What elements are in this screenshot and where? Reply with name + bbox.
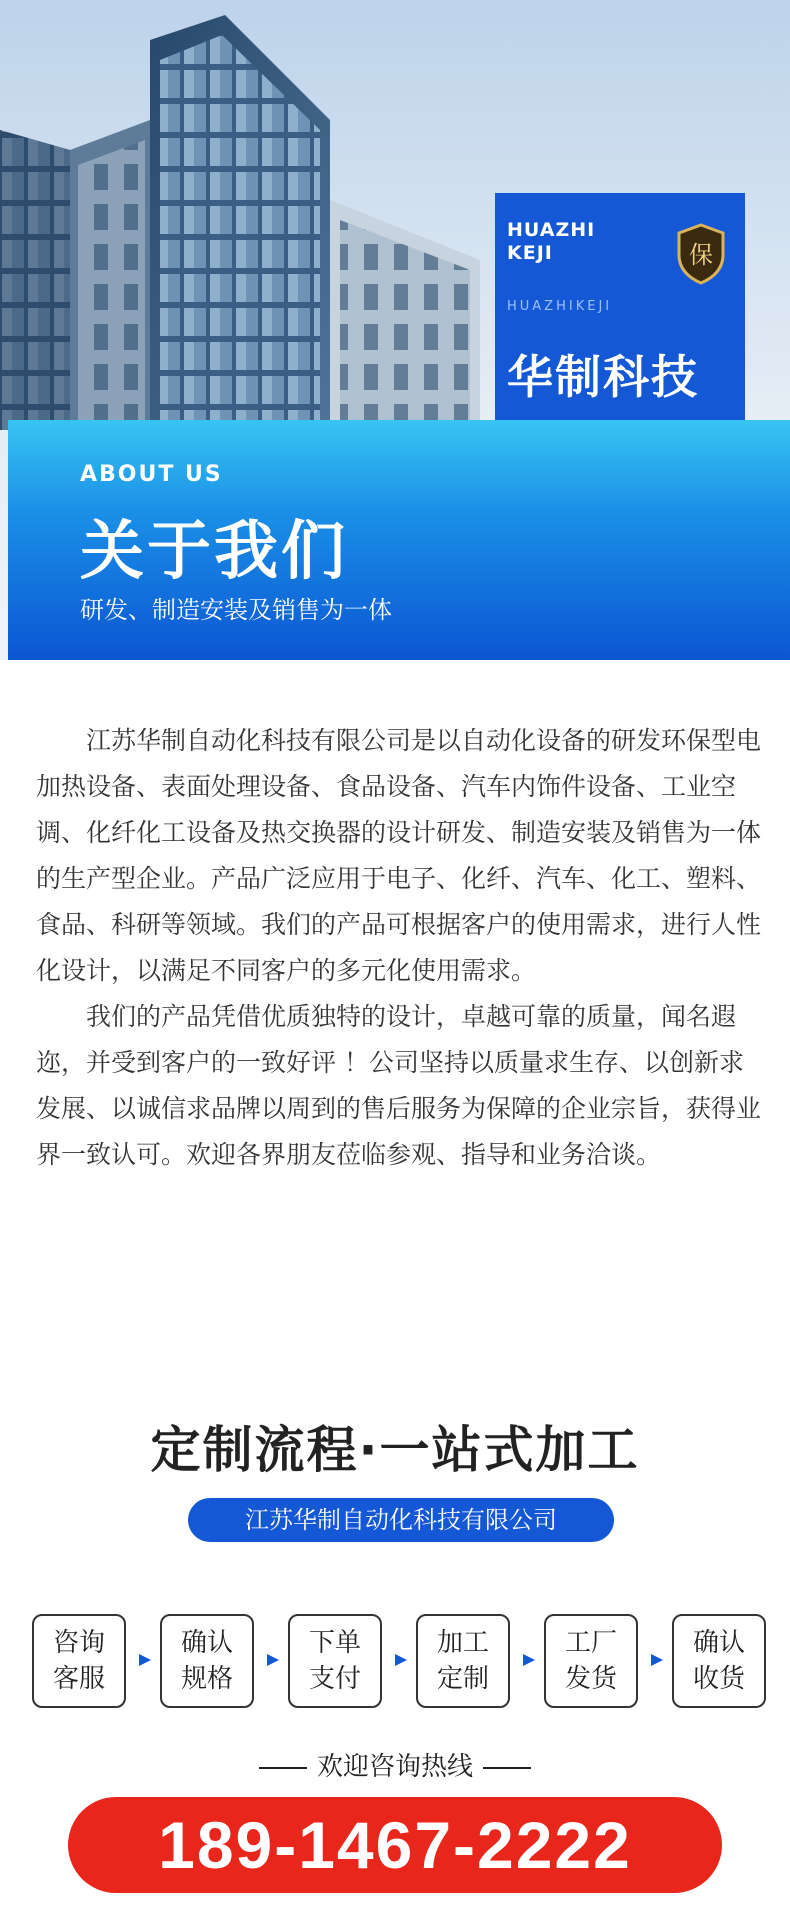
phone-number-button[interactable]: 189-1467-2222 xyxy=(68,1797,722,1893)
process-title: 定制流程·一站式加工 xyxy=(150,1421,640,1479)
company-intro xyxy=(36,718,768,1178)
step-processing[interactable] xyxy=(416,1614,510,1708)
shield-logo-icon xyxy=(675,223,727,285)
step-label: 支付 xyxy=(308,1664,361,1694)
arrow-right-icon xyxy=(267,1650,279,1670)
step-order-pay[interactable] xyxy=(288,1614,382,1708)
step-label: 确认 xyxy=(180,1628,233,1658)
divider xyxy=(483,1767,531,1769)
shield-char: 保 xyxy=(689,241,713,269)
intro-paragraph-2: 我们的产品凭借优质独特的设计，卓越可靠的质量，闻名遐迩，并受到客户的一致好评 ！公司坚持以质量求生存、以创新求发展、以诚信求品牌以周到的售后服务为保障的企业宗旨，获得业界一致认可。欢迎各界朋友莅临参观、指导和业务洽谈。 xyxy=(36,1002,762,1169)
brand-english xyxy=(507,219,595,265)
step-label: 收货 xyxy=(692,1664,745,1694)
arrow-right-icon xyxy=(395,1650,407,1670)
arrow-right-icon xyxy=(523,1650,535,1670)
hotline-label xyxy=(0,1746,790,1783)
about-english-title: ABOUT US xyxy=(80,462,223,487)
arrow-right-icon xyxy=(651,1650,663,1670)
step-label: 加工 xyxy=(436,1628,489,1658)
divider xyxy=(259,1767,307,1769)
company-name-pill: 江苏华制自动化科技有限公司 xyxy=(188,1498,614,1542)
arrow-right-icon xyxy=(139,1650,151,1670)
step-label: 咨询 xyxy=(52,1628,105,1658)
about-subtitle: 研发、制造安装及销售为一体 xyxy=(80,596,392,624)
step-label: 发货 xyxy=(564,1664,617,1694)
step-label: 确认 xyxy=(692,1628,745,1658)
brand-subtitle: HUAZHIKEJI xyxy=(507,299,613,314)
step-confirm-receipt[interactable] xyxy=(672,1614,766,1708)
step-label: 工厂 xyxy=(564,1628,617,1658)
brand-english-line1: HUAZHI xyxy=(507,219,596,241)
step-label: 定制 xyxy=(436,1664,489,1694)
about-header xyxy=(8,420,790,660)
step-label: 下单 xyxy=(308,1628,361,1658)
step-factory-ship[interactable] xyxy=(544,1614,638,1708)
hero-banner xyxy=(0,0,790,660)
step-label: 规格 xyxy=(180,1664,233,1694)
hotline-text: 欢迎咨询热线 xyxy=(316,1752,473,1782)
step-label: 客服 xyxy=(52,1664,105,1694)
step-confirm-spec[interactable] xyxy=(160,1614,254,1708)
process-steps xyxy=(32,1614,772,1710)
step-consult[interactable] xyxy=(32,1614,126,1708)
brand-name: 华制科技 xyxy=(507,350,699,404)
intro-paragraph-1: 江苏华制自动化科技有限公司是以自动化设备的研发环保型电加热设备、表面处理设备、食品设备、汽车内饰件设备、工业空调、化纤化工设备及热交换器的设计研发、制造安装及销售为一体的生产型企业。产品广泛应用于电子、化纤、汽车、化工、塑料、食品、科研等领域。我们的产品可根据客户的使用需求，进行人性化设计，以满足不同客户的多元化使用需求。 xyxy=(36,726,762,985)
brand-english-line2: KEJI xyxy=(507,242,553,264)
about-title: 关于我们 xyxy=(80,515,348,589)
